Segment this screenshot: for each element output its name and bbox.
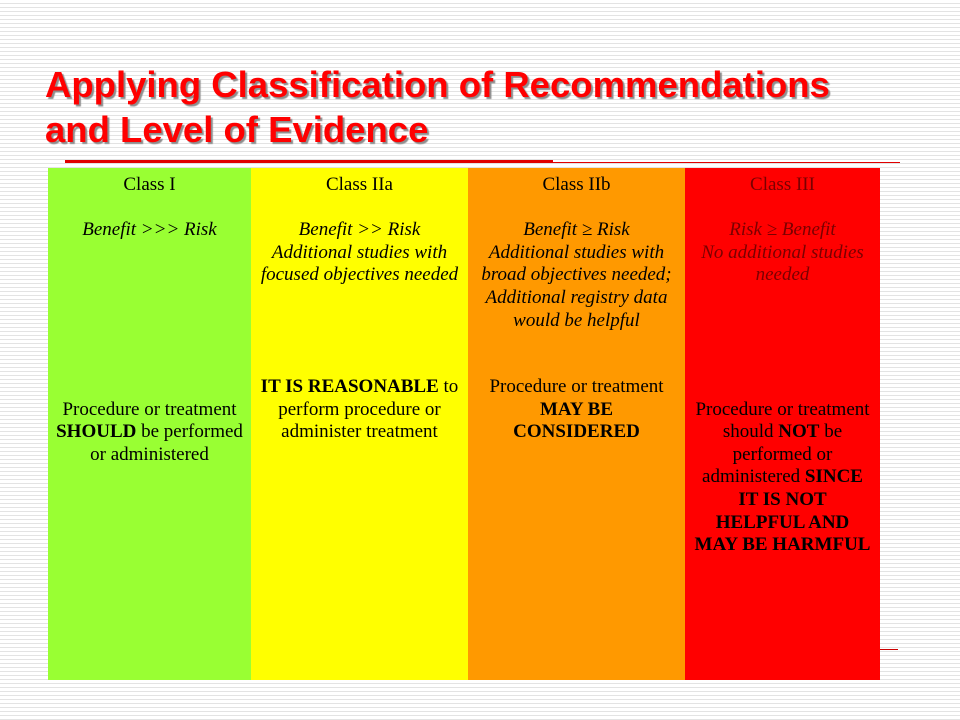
recommendation-block <box>48 399 251 467</box>
benefit-line: broad objectives needed; <box>481 264 672 286</box>
recommendation-text: be <box>819 421 843 443</box>
recommendation-line <box>685 489 880 512</box>
benefit-risk-block <box>468 219 685 332</box>
recommendation-line <box>468 376 685 399</box>
recommendation-line <box>685 466 880 489</box>
recommendation-line <box>251 376 468 399</box>
column-header <box>685 174 880 287</box>
class-label: Class I <box>123 174 176 195</box>
recommendation-text: performed or <box>732 443 833 465</box>
class-label: Class IIa <box>325 174 393 195</box>
slide-title <box>45 62 830 152</box>
benefit-line: would be helpful <box>513 309 640 331</box>
column-header <box>48 174 251 242</box>
benefit-line: focused objectives needed <box>260 264 459 286</box>
title-underline-extension <box>553 162 900 163</box>
classification-table <box>48 168 880 680</box>
column-class-iii <box>685 168 880 680</box>
recommendation-line <box>685 512 880 535</box>
recommendation-block <box>685 399 880 557</box>
recommendation-line <box>468 421 685 444</box>
recommendation-text: or administered <box>90 443 209 465</box>
column-class-iia <box>251 168 468 680</box>
class-label: Class III <box>750 174 815 195</box>
benefit-risk-block <box>48 219 251 242</box>
recommendation-text: be performed <box>136 421 243 443</box>
recommendation-emphasis: MAY BE HARMFUL <box>694 534 871 556</box>
recommendation-emphasis: IT IS REASONABLE <box>260 376 439 397</box>
benefit-line: Risk ≥ Benefit <box>729 219 836 241</box>
recommendation-block <box>468 376 685 444</box>
title-underline <box>65 160 553 163</box>
recommendation-line <box>468 399 685 422</box>
recommendation-line <box>251 421 468 444</box>
class-label: Class IIb <box>542 174 611 195</box>
benefit-line: Additional studies with <box>488 241 665 263</box>
benefit-line: needed <box>755 264 810 286</box>
benefit-line: Additional studies with <box>271 241 448 263</box>
benefit-line: Additional registry data <box>485 286 668 308</box>
recommendation-block <box>251 376 468 444</box>
recommendation-line <box>48 399 251 422</box>
recommendation-emphasis: SINCE <box>800 466 863 488</box>
recommendation-line <box>48 444 251 467</box>
recommendation-line <box>251 399 468 422</box>
recommendation-emphasis: MAY BE <box>539 398 614 420</box>
recommendation-text: to <box>438 376 459 397</box>
recommendation-emphasis: CONSIDERED <box>513 421 640 443</box>
recommendation-text: Procedure or treatment <box>62 398 237 420</box>
benefit-line: Benefit >> Risk <box>298 219 421 241</box>
recommendation-text: Procedure or treatment <box>489 376 664 397</box>
recommendation-line <box>685 534 880 557</box>
recommendation-text: should <box>722 421 779 443</box>
recommendation-emphasis: HELPFUL AND <box>715 511 850 533</box>
benefit-line: Benefit ≥ Risk <box>523 219 630 241</box>
recommendation-text: administered <box>702 466 801 488</box>
column-header <box>468 174 685 332</box>
column-class-iib <box>468 168 685 680</box>
column-class-i <box>48 168 251 680</box>
decorative-dash <box>880 649 898 650</box>
benefit-line: Benefit >>> Risk <box>82 219 217 241</box>
title-line-1: Applying Classification of Recommendations <box>45 64 830 105</box>
recommendation-line <box>685 399 880 422</box>
benefit-risk-block <box>685 219 880 287</box>
recommendation-line <box>685 421 880 444</box>
recommendation-emphasis: NOT <box>778 421 820 443</box>
recommendation-text: administer treatment <box>281 421 438 443</box>
recommendation-line <box>48 421 251 444</box>
recommendation-emphasis: SHOULD <box>56 421 137 443</box>
title-line-2: and Level of Evidence <box>45 109 429 150</box>
benefit-risk-block <box>251 219 468 287</box>
recommendation-text: Procedure or treatment <box>695 398 870 420</box>
recommendation-text: perform procedure or <box>278 398 441 420</box>
benefit-line: No additional studies <box>701 241 864 263</box>
recommendation-emphasis: IT IS NOT <box>738 489 827 511</box>
column-header <box>251 174 468 287</box>
recommendation-line <box>685 444 880 467</box>
